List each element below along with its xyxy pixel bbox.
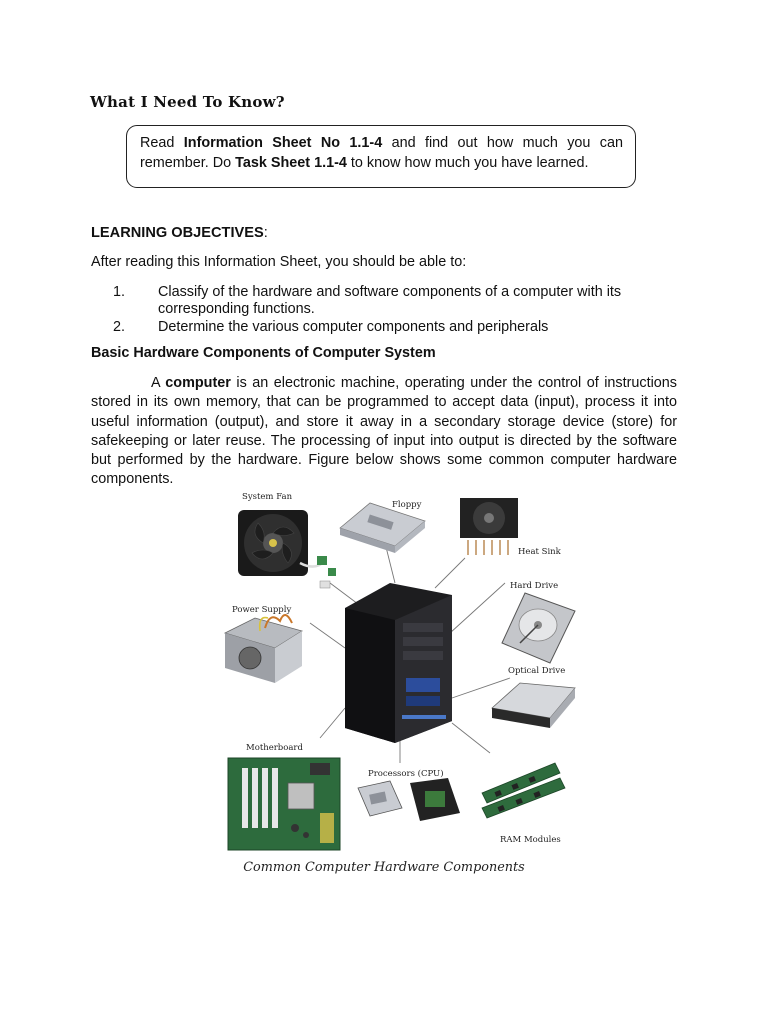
processor-icon [358,778,460,821]
notice-text [140,134,623,173]
heat-sink-icon [460,498,518,555]
computer-tower-icon [345,583,452,743]
page-title: What I Need To Know? [90,93,285,111]
term-computer: computer [165,375,231,391]
objective-text: Determine the various computer components and peripherals [158,319,549,335]
objectives-colon: : [263,225,268,241]
power-supply-icon [225,615,302,683]
notice-middle: and find out how much you can remember. Do [140,135,623,171]
para-lead: A [151,375,166,391]
para-body: is an electronic machine, operating under the control of instructions stored in its own memory, that can be programmed to accept data (input), process it into useful information (output), and store it away in a secondary storage device (store) for safekeeping or later reuse. The processing of input into output is directed by the software but performed by the hardware. Figure below shows some common computer hardware components. [91,375,677,488]
motherboard-icon [228,758,340,850]
label-motherboard: Motherboard [246,743,303,753]
objectives-title-text: LEARNING OBJECTIVES [91,225,264,241]
objective-number: 1. [113,284,126,300]
objective-number: 2. [113,319,126,335]
label-processors: Processors (CPU) [368,769,444,779]
notice-suffix: to know how much you have learned. [346,154,589,171]
label-ram-modules: RAM Modules [500,835,561,845]
objective-text: Classify of the hardware and software components of a computer with its corresponding functions. [158,284,622,317]
label-optical-drive: Optical Drive [508,666,566,676]
label-heat-sink: Heat Sink [518,547,561,557]
objectives-intro: After reading this Information Sheet, you should be able to: [91,254,467,270]
body-paragraph [91,374,677,490]
floppy-drive-icon [340,503,425,553]
notice-read: Read [140,135,184,151]
hard-drive-icon [502,581,575,663]
notice-box [126,125,636,188]
info-sheet-ref: Information Sheet No 1.1-4 [183,135,383,151]
system-fan-icon [238,510,336,588]
learning-objectives-title [91,225,268,241]
figure-caption: Common Computer Hardware Components [243,860,525,875]
label-power-supply: Power Supply [232,605,292,615]
section-title: Basic Hardware Components of Computer System [91,345,436,361]
optical-drive-icon [492,666,575,728]
hardware-components-figure [220,483,585,856]
label-system-fan: System Fan [242,492,293,502]
task-sheet-ref: Task Sheet 1.1-4 [235,154,347,171]
ram-modules-icon [482,763,565,818]
label-floppy: Floppy [392,500,422,510]
label-hard-drive: Hard Drive [510,581,559,591]
